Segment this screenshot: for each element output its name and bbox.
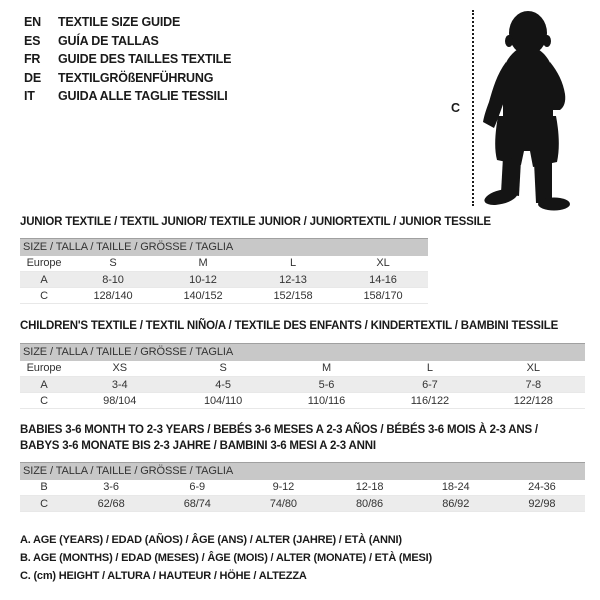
table-cell: 14-16 [338,272,428,288]
size-header-band [20,239,428,256]
table-row [20,288,428,304]
language-row [24,50,231,69]
table-row [20,480,585,496]
junior-size-table [20,238,428,304]
language-code: ES [24,33,41,48]
size-header-label: SIZE / TALLA / TAILLE / GRÖSSE / TAGLIA [20,239,428,256]
table-cell: 98/104 [68,393,171,409]
table-row [20,496,585,512]
table-cell: 3-6 [68,480,154,496]
column-header-row [20,361,585,377]
table-cell: 62/68 [68,496,154,512]
toddler-silhouette-icon [468,2,596,214]
language-row [24,32,231,51]
table-cell: 3-4 [68,377,171,393]
babies-title-line1: BABIES 3-6 MONTH TO 2-3 YEARS / BEBÉS 3-6 MESES A 2-3 AÑOS / BÉBÉS 3-6 MOIS À 2-3 ANS / [20,424,538,436]
footnotes [20,531,432,586]
row-label: A [20,377,68,393]
footnote-age-months: B. AGE (MONTHS) / EDAD (MESES) / ÂGE (MOIS) / ALTER (MONATE) / ETÀ (MESI) [20,552,432,565]
table-cell: 12-13 [248,272,338,288]
language-code: FR [24,52,41,67]
size-column: S [68,256,158,272]
language-header [24,13,231,106]
table-cell: 18-24 [413,480,499,496]
language-title: GUIDA ALLE TAGLIE TESSILI [58,89,228,104]
size-header-band [20,344,585,361]
table-cell: 9-12 [240,480,326,496]
table-cell: 74/80 [240,496,326,512]
children-size-table [20,343,585,409]
size-column: M [158,256,248,272]
size-header-label: SIZE / TALLA / TAILLE / GRÖSSE / TAGLIA [20,463,585,480]
language-row [24,87,231,106]
size-header-label: SIZE / TALLA / TAILLE / GRÖSSE / TAGLIA [20,344,585,361]
babies-title-line2: BABYS 3-6 MONATE BIS 2-3 JAHRE / BAMBINI 3-6 MESI A 2-3 ANNI [20,439,376,452]
size-column: XS [68,361,171,377]
table-cell: 6-9 [154,480,240,496]
table-cell: 7-8 [482,377,585,393]
table-row [20,377,585,393]
table-cell: 68/74 [154,496,240,512]
row-label: C [20,288,68,304]
size-column: XL [482,361,585,377]
table-cell: 104/110 [171,393,274,409]
language-title: GUÍA DE TALLAS [58,33,159,48]
table-cell: 128/140 [68,288,158,304]
table-cell: 140/152 [158,288,248,304]
table-cell: 6-7 [378,377,481,393]
region-label: Europe [20,256,68,272]
table-cell: 8-10 [68,272,158,288]
table-row [20,393,585,409]
table-cell: 116/122 [378,393,481,409]
column-header-row [20,256,428,272]
table-cell: 158/170 [338,288,428,304]
table-cell: 86/92 [413,496,499,512]
size-column: L [248,256,338,272]
table-cell: 152/158 [248,288,338,304]
language-row [24,13,231,32]
table-cell: 10-12 [158,272,248,288]
size-column: S [171,361,274,377]
language-title: GUIDE DES TAILLES TEXTILE [58,52,232,67]
table-cell: 122/128 [482,393,585,409]
babies-section-title [20,423,538,454]
row-label: B [20,480,68,496]
language-code: IT [24,89,35,104]
table-cell: 24-36 [499,480,585,496]
table-cell: 110/116 [275,393,378,409]
language-code: DE [24,70,41,85]
size-column: XL [338,256,428,272]
language-row [24,69,231,88]
row-label: C [20,496,68,512]
table-cell: 80/86 [326,496,412,512]
language-title: TEXTILE SIZE GUIDE [58,15,181,29]
size-column: L [378,361,481,377]
babies-size-table [20,462,585,512]
table-cell: 12-18 [326,480,412,496]
size-column: M [275,361,378,377]
footnote-height: C. (cm) HEIGHT / ALTURA / HAUTEUR / HÖHE / ALTEZZA [20,570,307,583]
footnote-age-years: A. AGE (YEARS) / EDAD (AÑOS) / ÂGE (ANS) / ALTER (JAHRE) / ETÀ (ANNI) [20,534,402,546]
language-code: EN [24,15,41,29]
row-label: C [20,393,68,409]
table-cell: 92/98 [499,496,585,512]
size-header-band [20,463,585,480]
language-title: TEXTILGRÖßENFÜHRUNG [58,70,214,85]
table-cell: 4-5 [171,377,274,393]
junior-section-title: JUNIOR TEXTILE / TEXTIL JUNIOR/ TEXTILE JUNIOR / JUNIORTEXTIL / JUNIOR TESSILE [20,216,491,228]
children-section-title: CHILDREN'S TEXTILE / TEXTIL NIÑO/A / TEXTILE DES ENFANTS / KINDERTEXTIL / BAMBINI TESSILE [20,320,559,332]
table-row [20,272,428,288]
row-label: A [20,272,68,288]
region-label: Europe [20,361,68,377]
height-measure-label: C [451,101,461,115]
table-cell: 5-6 [275,377,378,393]
